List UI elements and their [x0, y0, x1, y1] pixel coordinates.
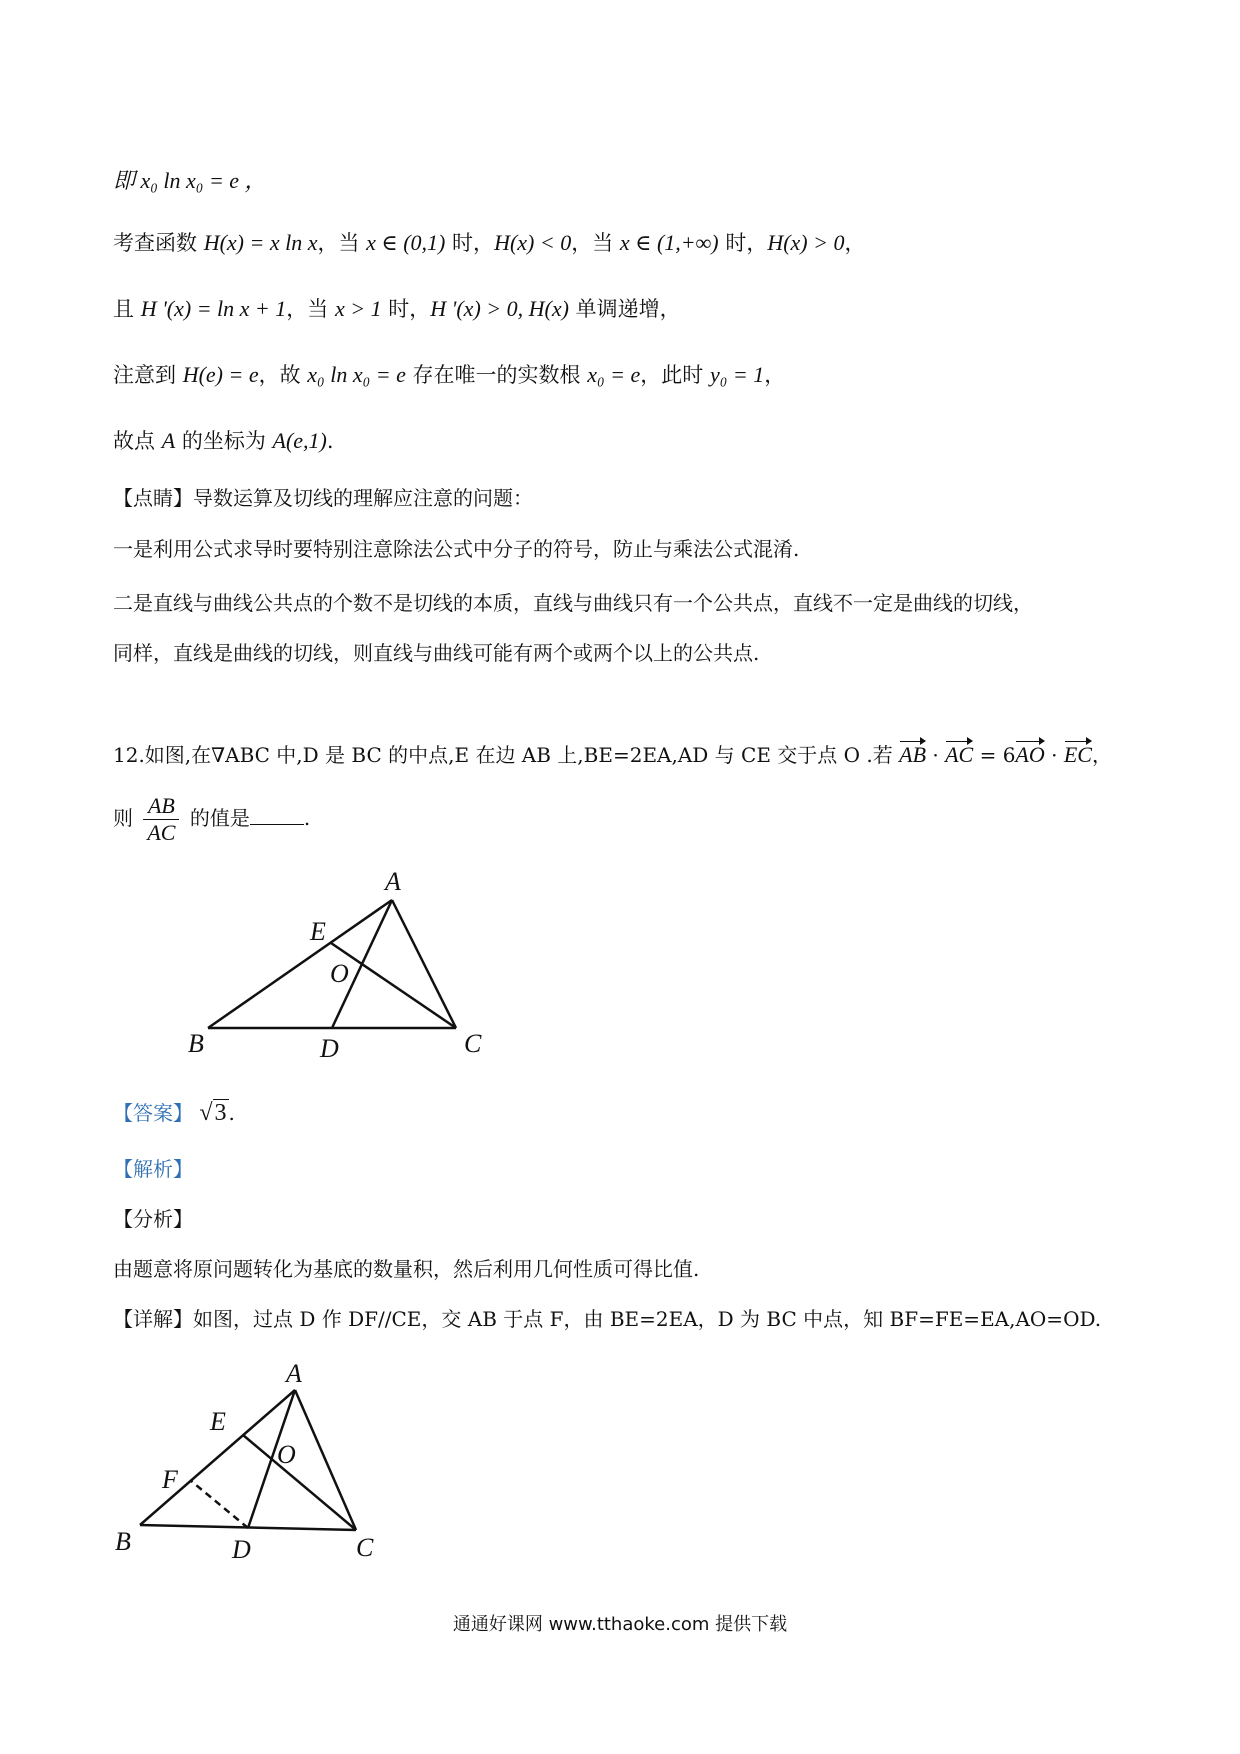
triangle-figure-2 [110, 1360, 400, 1570]
text: 时， [445, 231, 495, 255]
dianjing-point-2: 二是直线与曲线公共点的个数不是切线的本质，直线与曲线只有一个公共点，直线不一定是曲线的切线， [113, 591, 1033, 615]
text: 则 [113, 806, 133, 830]
text: ，当 [571, 231, 620, 255]
fraction-ab-over-ac [143, 793, 179, 846]
vector-ac: AC [945, 740, 973, 770]
solution-line-2 [113, 228, 865, 258]
text: 注意到 [113, 363, 183, 387]
label-a: A [286, 1360, 302, 1388]
answer-blank [250, 806, 304, 825]
text: ，此时 [640, 363, 710, 387]
text: ， [764, 363, 786, 387]
dot-operator: · [1044, 743, 1064, 767]
label-f: F [162, 1465, 178, 1494]
label-b: B [115, 1527, 131, 1556]
text: 的坐标为 [175, 429, 273, 453]
text: 故点 [113, 429, 162, 453]
label-a: A [385, 867, 401, 896]
label-c: C [464, 1029, 482, 1058]
formula: H(x) < 0 [494, 230, 572, 255]
answer-label: 【答案】 [113, 1101, 193, 1125]
analysis-label: 【解析】 [113, 1157, 193, 1181]
side-ac [295, 1390, 356, 1530]
dianjing-point-1: 一是利用公式求导时要特别注意除法公式中分子的符号，防止与乘法公式混淆. [113, 537, 800, 561]
fraction-numerator: AB [143, 793, 179, 820]
formula: A [161, 428, 176, 453]
label-c: C [356, 1533, 374, 1562]
answer-sqrt: √3 [199, 1100, 227, 1126]
formula: H(x) > 0 [767, 230, 845, 255]
formula: x₀ = e [587, 362, 641, 387]
text: . [228, 1101, 235, 1125]
text: ，故 [258, 363, 308, 387]
text: 单调递增， [568, 297, 681, 321]
fraction-denominator: AC [147, 820, 176, 845]
radicand: 3 [214, 1100, 227, 1126]
detail-text: 【详解】如图，过点 D 作 DF//CE，交 AB 于点 F，由 BE=2EA，D 为 BC 中点，知 BF=FE=EA,AO=OD. [113, 1307, 1102, 1331]
text: . [326, 429, 334, 453]
solution-line-4 [113, 360, 785, 390]
text: 时， [718, 231, 768, 255]
text: 时， [381, 297, 431, 321]
text: 考查函数 [113, 231, 204, 255]
problem-text: 12.如图,在∇ABC 中,D 是 BC 的中点,E 在边 AB 上,BE=2EA,AD 与 CE 交于点 O .若 [113, 743, 893, 767]
text: ， [1091, 743, 1112, 767]
answer-line [113, 1098, 235, 1128]
text: 且 [113, 297, 141, 321]
segment-ce [243, 1435, 356, 1530]
formula: x₀ ln x₀ = e [307, 362, 406, 387]
formula: H(x) = x ln x [203, 230, 318, 255]
formula: y₀ = 1 [709, 362, 765, 387]
formula: A(e,1) [272, 428, 327, 453]
equals: = 6 [973, 743, 1016, 767]
label-o: O [330, 959, 349, 988]
text: . [303, 806, 311, 830]
text: ，当 [317, 231, 367, 255]
segment-df-dashed [190, 1480, 248, 1528]
vector-ec: EC [1064, 740, 1092, 770]
formula: H '(x) = ln x + 1 [140, 296, 287, 321]
solution-line-5 [113, 426, 334, 456]
formula: x ∈ (1,+∞) [619, 230, 719, 255]
triangle-figure-1 [180, 860, 500, 1060]
segment-ce [331, 943, 456, 1028]
label-e: E [210, 1407, 226, 1436]
label-b: B [188, 1029, 204, 1058]
label-d: D [232, 1535, 251, 1564]
dianjing-heading: 【点睛】导数运算及切线的理解应注意的问题： [113, 486, 533, 510]
vector-ao: AO [1015, 740, 1044, 770]
solution-line-3 [113, 294, 681, 324]
formula: H(e) = e [182, 362, 259, 387]
dianjing-point-3: 同样，直线是曲线的切线，则直线与曲线可能有两个或两个以上的公共点. [113, 641, 760, 665]
solution-line-1 [113, 166, 267, 196]
vector-ab: AB [899, 740, 926, 770]
side-ab [208, 900, 392, 1028]
label-d: D [320, 1034, 339, 1060]
formula: x ∈ (0,1) [366, 230, 446, 255]
problem-12-question [113, 788, 310, 848]
text: 存在唯一的实数根 [405, 363, 588, 387]
label-o: O [277, 1440, 296, 1469]
dot-operator: · [926, 743, 946, 767]
side-ac [392, 900, 456, 1028]
formula: H '(x) > 0, H(x) [430, 296, 569, 321]
text: 的值是 [189, 806, 250, 830]
label-e: E [310, 917, 326, 946]
fenxi-label: 【分析】 [113, 1207, 193, 1231]
fenxi-text: 由题意将原问题转化为基底的数量积，然后利用几何性质可得比值. [113, 1257, 700, 1281]
equation: 即 x₀ ln x₀ = e ， [113, 168, 267, 193]
formula: x > 1 [334, 296, 382, 321]
text: ， [844, 231, 866, 255]
text: ，当 [286, 297, 335, 321]
problem-12-statement [113, 740, 1112, 770]
footer-watermark: 通通好课网 www.tthaoke.com 提供下载 [452, 1614, 788, 1635]
